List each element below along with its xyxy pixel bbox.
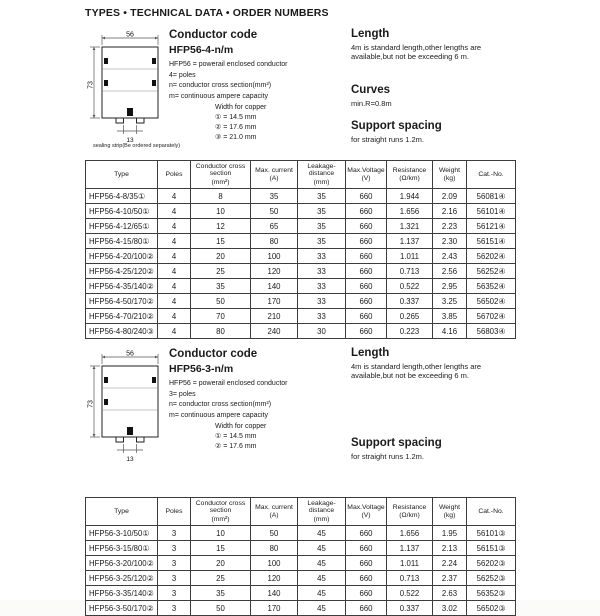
- data-cell: 56101④: [467, 204, 516, 219]
- code-legend-line: m= continuous ampere capacity: [169, 411, 269, 419]
- column-header: Max. current (A): [251, 498, 298, 526]
- data-cell: 33: [298, 264, 346, 279]
- code-legend-line: n= conductor cross section(mm²): [169, 401, 272, 408]
- section-hfp56-3: [85, 346, 515, 494]
- data-cell: 65: [251, 219, 298, 234]
- data-cell: 35: [298, 204, 346, 219]
- rail-profile-drawing: [87, 348, 167, 470]
- column-header: Leakage-distance (mm): [298, 161, 346, 189]
- column-header: Conductor cross section (mm²): [191, 498, 251, 526]
- data-cell: 45: [298, 586, 346, 601]
- code-legend-line: 3= poles: [169, 390, 196, 398]
- spec-table-hfp56-4: [85, 160, 516, 339]
- data-cell: 80: [191, 324, 251, 339]
- data-cell: 140: [251, 586, 298, 601]
- type-cell: HFP56-4-20/100②: [86, 249, 158, 264]
- code-legend-line: 4= poles: [169, 71, 196, 79]
- table-row: [86, 586, 516, 601]
- data-cell: 56352③: [467, 586, 516, 601]
- support-spacing-text: for straight runs 1.2m.: [351, 135, 424, 144]
- data-cell: 4: [158, 249, 191, 264]
- data-cell: 660: [346, 309, 387, 324]
- data-cell: 15: [191, 541, 251, 556]
- data-cell: 10: [191, 204, 251, 219]
- data-cell: 660: [346, 264, 387, 279]
- data-cell: 33: [298, 279, 346, 294]
- data-cell: 660: [346, 204, 387, 219]
- data-cell: 3: [158, 571, 191, 586]
- data-cell: 660: [346, 586, 387, 601]
- data-cell: 660: [346, 601, 387, 616]
- type-cell: HFP56-4-12/65①: [86, 219, 158, 234]
- table-row: [86, 234, 516, 249]
- data-cell: 1.137: [387, 541, 433, 556]
- data-cell: 10: [191, 526, 251, 541]
- length-text: 4m is standard length,other lengths are available,but not be exceeding 6 m.: [351, 43, 482, 61]
- data-cell: 4: [158, 234, 191, 249]
- data-cell: 56202④: [467, 249, 516, 264]
- data-cell: 2.24: [433, 556, 467, 571]
- data-cell: 1.656: [387, 526, 433, 541]
- data-cell: 0.713: [387, 264, 433, 279]
- data-cell: 50: [251, 204, 298, 219]
- data-cell: 56803④: [467, 324, 516, 339]
- data-cell: 50: [251, 526, 298, 541]
- data-cell: 4: [158, 204, 191, 219]
- data-cell: 660: [346, 189, 387, 204]
- table-row: [86, 571, 516, 586]
- column-header: Max.Voltage (V): [346, 498, 387, 526]
- data-cell: 35: [298, 219, 346, 234]
- data-cell: 660: [346, 279, 387, 294]
- data-cell: 120: [251, 264, 298, 279]
- data-cell: 56252③: [467, 571, 516, 586]
- data-cell: 170: [251, 294, 298, 309]
- data-cell: 140: [251, 279, 298, 294]
- data-cell: 660: [346, 526, 387, 541]
- column-header: Type: [86, 161, 158, 189]
- data-cell: 660: [346, 571, 387, 586]
- data-cell: 210: [251, 309, 298, 324]
- data-cell: 45: [298, 601, 346, 616]
- data-cell: 4: [158, 279, 191, 294]
- data-cell: 3.02: [433, 601, 467, 616]
- data-cell: 3: [158, 586, 191, 601]
- table-row: [86, 204, 516, 219]
- data-cell: 4: [158, 219, 191, 234]
- table-row: [86, 219, 516, 234]
- table-row: [86, 309, 516, 324]
- conductor-code-value: HFP56-4-n/m: [169, 44, 234, 56]
- data-cell: 56081④: [467, 189, 516, 204]
- data-cell: 3: [158, 601, 191, 616]
- dim-slot-label: 13: [126, 456, 134, 463]
- type-cell: HFP56-3-20/100②: [86, 556, 158, 571]
- data-cell: 56502④: [467, 294, 516, 309]
- type-cell: HFP56-4-35/140②: [86, 279, 158, 294]
- table-row: [86, 279, 516, 294]
- data-cell: 56252④: [467, 264, 516, 279]
- code-legend-line: HFP56 = powerail enclosed conductor: [169, 61, 288, 68]
- length-block: [351, 28, 515, 61]
- data-cell: 12: [191, 219, 251, 234]
- length-text: 4m is standard length,other lengths are available,but not be exceeding 6 m.: [351, 362, 482, 380]
- data-cell: 45: [298, 571, 346, 586]
- data-cell: 100: [251, 249, 298, 264]
- curves-text: min.R=0.8m: [351, 99, 392, 108]
- data-cell: 80: [251, 541, 298, 556]
- data-cell: 8: [191, 189, 251, 204]
- data-cell: 0.265: [387, 309, 433, 324]
- width-for-copper-label: Width for copper: [215, 103, 267, 111]
- data-cell: 45: [298, 526, 346, 541]
- sealing-strip-note: sealing strip(Be ordered separately): [93, 143, 181, 149]
- type-cell: HFP56-3-35/140②: [86, 586, 158, 601]
- data-cell: 0.713: [387, 571, 433, 586]
- column-header: Type: [86, 498, 158, 526]
- data-cell: 1.944: [387, 189, 433, 204]
- data-cell: 15: [191, 234, 251, 249]
- data-cell: 1.011: [387, 249, 433, 264]
- data-cell: 0.522: [387, 586, 433, 601]
- data-cell: 1.656: [387, 204, 433, 219]
- table-row: [86, 264, 516, 279]
- data-cell: 35: [191, 279, 251, 294]
- type-cell: HFP56-3-15/80①: [86, 541, 158, 556]
- type-cell: HFP56-4-70/210②: [86, 309, 158, 324]
- data-cell: 2.30: [433, 234, 467, 249]
- conductor-code-block: [169, 348, 351, 450]
- header-row: [86, 498, 516, 526]
- code-legend-line: HFP56 = powerail enclosed conductor: [169, 380, 288, 387]
- width-for-copper-group: [215, 423, 351, 450]
- rail-profile-drawing: [87, 29, 167, 151]
- dim-height-label: 73: [87, 400, 95, 408]
- data-cell: 0.522: [387, 279, 433, 294]
- dim-slot-label: 13: [126, 137, 134, 144]
- column-header: Max.Voltage (V): [346, 161, 387, 189]
- data-cell: 4.16: [433, 324, 467, 339]
- data-cell: 25: [191, 264, 251, 279]
- data-cell: 1.95: [433, 526, 467, 541]
- data-cell: 170: [251, 601, 298, 616]
- column-header: Weight (kg): [433, 161, 467, 189]
- dim-height-label: 73: [87, 81, 95, 89]
- data-cell: 660: [346, 234, 387, 249]
- conductor-code-value: HFP56-3-n/m: [169, 363, 234, 375]
- data-cell: 56151④: [467, 234, 516, 249]
- data-cell: 1.137: [387, 234, 433, 249]
- column-header: Resistance (Ω/km): [387, 161, 433, 189]
- type-cell: HFP56-4-8/35①: [86, 189, 158, 204]
- table-row: [86, 324, 516, 339]
- data-cell: 660: [346, 556, 387, 571]
- curves-heading: Curves: [351, 84, 390, 96]
- type-cell: HFP56-4-10/50①: [86, 204, 158, 219]
- type-cell: HFP56-3-25/120②: [86, 571, 158, 586]
- table-row: [86, 601, 516, 616]
- data-cell: 56502③: [467, 601, 516, 616]
- data-cell: 4: [158, 294, 191, 309]
- data-cell: 3: [158, 556, 191, 571]
- data-cell: 33: [298, 249, 346, 264]
- data-cell: 660: [346, 541, 387, 556]
- data-cell: 45: [298, 541, 346, 556]
- data-cell: 2.95: [433, 279, 467, 294]
- data-cell: 33: [298, 309, 346, 324]
- conductor-code-block: [169, 29, 351, 141]
- data-cell: 30: [298, 324, 346, 339]
- type-cell: HFP56-4-50/170②: [86, 294, 158, 309]
- type-cell: HFP56-3-50/170②: [86, 601, 158, 616]
- data-cell: 20: [191, 556, 251, 571]
- data-cell: 35: [298, 189, 346, 204]
- table-row: [86, 541, 516, 556]
- code-legend-line: n= conductor cross section(mm²): [169, 82, 272, 89]
- data-cell: 660: [346, 294, 387, 309]
- data-cell: 3: [158, 526, 191, 541]
- data-cell: 56352④: [467, 279, 516, 294]
- column-header: Resistance (Ω/km): [387, 498, 433, 526]
- column-header: Leakage-distance (mm): [298, 498, 346, 526]
- column-header: Poles: [158, 161, 191, 189]
- width-option: ② = 17.6 mm: [215, 442, 257, 450]
- width-option: ① = 14.5 mm: [215, 113, 257, 121]
- page-title: TYPES • TECHNICAL DATA • ORDER NUMBERS: [85, 7, 329, 19]
- width-for-copper-group: [215, 104, 351, 141]
- width-for-copper-label: Width for copper: [215, 422, 267, 430]
- table-row: [86, 189, 516, 204]
- data-cell: 4: [158, 324, 191, 339]
- data-cell: 3.25: [433, 294, 467, 309]
- data-cell: 4: [158, 264, 191, 279]
- dim-width-label: 56: [126, 31, 134, 39]
- data-cell: 4: [158, 309, 191, 324]
- column-header: Max. current (A): [251, 161, 298, 189]
- data-cell: 45: [298, 556, 346, 571]
- data-cell: 56151③: [467, 541, 516, 556]
- data-cell: 2.09: [433, 189, 467, 204]
- data-cell: 2.37: [433, 571, 467, 586]
- data-cell: 4: [158, 189, 191, 204]
- dim-width-label: 56: [126, 350, 134, 358]
- table-row: [86, 294, 516, 309]
- table-row: [86, 556, 516, 571]
- data-cell: 35: [298, 234, 346, 249]
- header-row: [86, 161, 516, 189]
- data-cell: 0.223: [387, 324, 433, 339]
- data-cell: 56121④: [467, 219, 516, 234]
- data-cell: 100: [251, 556, 298, 571]
- data-cell: 2.56: [433, 264, 467, 279]
- table-row: [86, 249, 516, 264]
- data-cell: 56101③: [467, 526, 516, 541]
- data-cell: 56202③: [467, 556, 516, 571]
- data-cell: 120: [251, 571, 298, 586]
- conductor-code-heading: Conductor code: [169, 29, 258, 41]
- width-option: ① = 14.5 mm: [215, 432, 257, 440]
- data-cell: 1.321: [387, 219, 433, 234]
- length-heading: Length: [351, 28, 390, 40]
- data-cell: 660: [346, 324, 387, 339]
- width-option: ③ = 21.0 mm: [215, 133, 257, 141]
- data-cell: 50: [191, 294, 251, 309]
- support-spacing-heading: Support spacing: [351, 437, 442, 449]
- data-cell: 2.16: [433, 204, 467, 219]
- data-cell: 0.337: [387, 601, 433, 616]
- data-cell: 1.011: [387, 556, 433, 571]
- type-cell: HFP56-3-10/50①: [86, 526, 158, 541]
- data-cell: 20: [191, 249, 251, 264]
- support-spacing-block: [351, 437, 515, 461]
- data-cell: 2.43: [433, 249, 467, 264]
- data-cell: 33: [298, 294, 346, 309]
- width-option: ② = 17.6 mm: [215, 123, 257, 131]
- data-cell: 35: [191, 586, 251, 601]
- type-cell: HFP56-4-25/120②: [86, 264, 158, 279]
- type-cell: HFP56-4-80/240③: [86, 324, 158, 339]
- data-cell: 2.63: [433, 586, 467, 601]
- data-cell: 35: [251, 189, 298, 204]
- support-spacing-block: [351, 120, 515, 144]
- code-legend-line: m= continuous ampere capacity: [169, 92, 269, 100]
- data-cell: 2.23: [433, 219, 467, 234]
- data-cell: 3.85: [433, 309, 467, 324]
- length-block: [351, 347, 515, 380]
- data-cell: 660: [346, 249, 387, 264]
- table-row: [86, 526, 516, 541]
- conductor-code-heading: Conductor code: [169, 348, 258, 360]
- data-cell: 660: [346, 219, 387, 234]
- data-cell: 0.337: [387, 294, 433, 309]
- column-header: Conductor cross section (mm²): [191, 161, 251, 189]
- data-cell: 50: [191, 601, 251, 616]
- data-cell: 240: [251, 324, 298, 339]
- column-header: Weight (kg): [433, 498, 467, 526]
- curves-block: [351, 84, 515, 108]
- data-cell: 56702④: [467, 309, 516, 324]
- column-header: Poles: [158, 498, 191, 526]
- support-spacing-heading: Support spacing: [351, 120, 442, 132]
- length-heading: Length: [351, 347, 390, 359]
- data-cell: 25: [191, 571, 251, 586]
- data-cell: 3: [158, 541, 191, 556]
- data-cell: 2.13: [433, 541, 467, 556]
- column-header: Cat.-No.: [467, 161, 516, 189]
- section-hfp56-4: [85, 27, 515, 160]
- type-cell: HFP56-4-15/80①: [86, 234, 158, 249]
- support-spacing-text: for straight runs 1.2m.: [351, 452, 424, 461]
- column-header: Cat.-No.: [467, 498, 516, 526]
- data-cell: 80: [251, 234, 298, 249]
- data-cell: 70: [191, 309, 251, 324]
- spec-table-hfp56-3: [85, 497, 516, 616]
